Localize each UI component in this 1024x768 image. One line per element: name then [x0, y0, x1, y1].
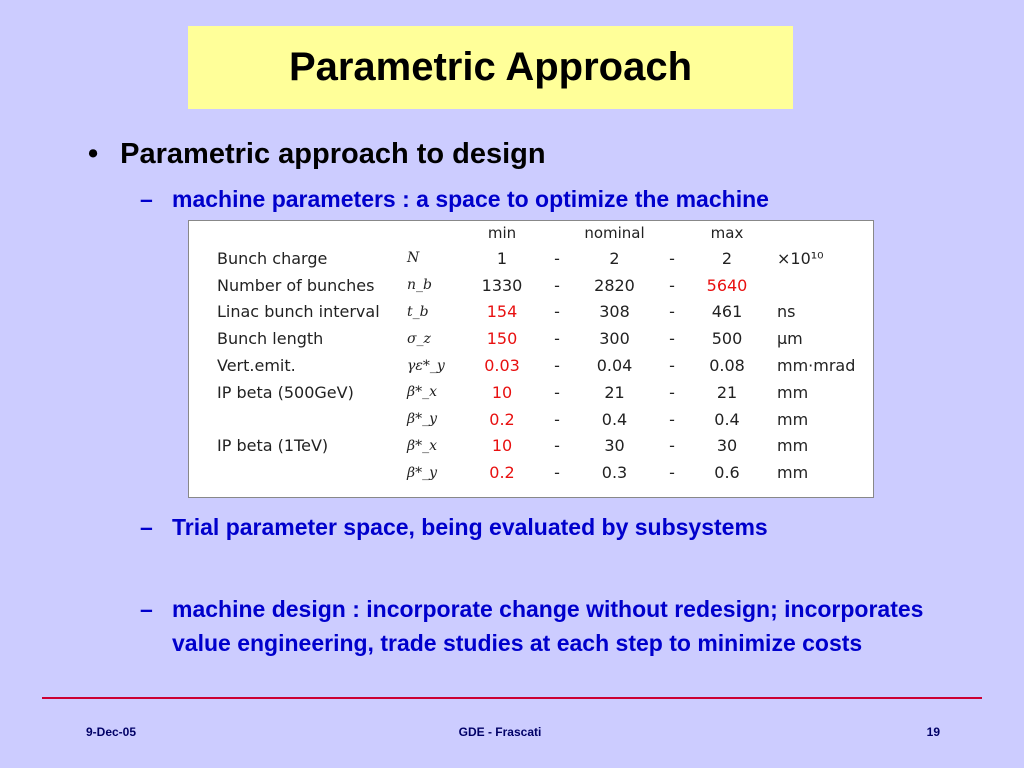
- param-symbol: β*_y: [407, 411, 438, 428]
- range-dash: -: [669, 275, 675, 295]
- range-dash: -: [669, 409, 675, 429]
- range-dash: -: [669, 302, 675, 322]
- subbullet-dash: –: [140, 514, 153, 540]
- table-row: [217, 352, 867, 379]
- param-min: 0.2: [489, 463, 515, 483]
- param-name: IP beta (1TeV): [217, 436, 329, 456]
- param-symbol: β*_x: [407, 437, 437, 454]
- range-dash: -: [554, 436, 560, 456]
- title-box: [188, 26, 793, 109]
- param-min: 0.03: [484, 356, 520, 376]
- param-min: 1: [496, 248, 508, 268]
- param-min: 1330: [481, 275, 523, 295]
- footer-date: 9-Dec-05: [86, 725, 137, 739]
- param-nominal: 0.04: [596, 356, 633, 376]
- range-dash: -: [554, 382, 560, 402]
- param-symbol: γε*_y: [407, 357, 445, 374]
- subbullet-dash: –: [140, 186, 153, 212]
- header-max: max: [710, 224, 744, 242]
- param-min: 10: [491, 382, 513, 402]
- param-symbol: β*_y: [407, 464, 438, 481]
- table-row: [217, 406, 867, 433]
- param-symbol: t_b: [407, 303, 429, 320]
- range-dash: -: [669, 248, 675, 268]
- param-unit: mm: [777, 463, 809, 483]
- range-dash: -: [669, 463, 675, 483]
- range-dash: -: [554, 463, 560, 483]
- param-nominal: 300: [599, 329, 630, 349]
- header-nominal: nominal: [584, 224, 645, 242]
- param-symbol: n_b: [407, 277, 432, 294]
- param-unit: mm: [777, 382, 809, 402]
- range-dash: -: [554, 356, 560, 376]
- param-unit: ×10¹⁰: [777, 248, 824, 268]
- table-row: [217, 272, 867, 299]
- param-name: Vert.emit.: [217, 356, 296, 376]
- param-symbol: σ_z: [407, 330, 431, 347]
- footer-divider: [42, 697, 982, 699]
- range-dash: -: [669, 382, 675, 402]
- bullet-text: Parametric approach to design: [120, 138, 546, 170]
- param-max: 500: [711, 329, 743, 349]
- param-max: 0.08: [709, 356, 745, 376]
- param-nominal: 30: [604, 436, 625, 456]
- subbullet-text: machine design : incorporate change without redesign; incorporates value engineering, trade studies at each step to minimize costs: [172, 596, 924, 656]
- table-row: [217, 325, 867, 352]
- param-name: Bunch charge: [217, 248, 328, 268]
- main-bullet: [88, 138, 546, 171]
- param-symbol: β*_x: [407, 384, 437, 401]
- range-dash: -: [669, 329, 675, 349]
- param-unit: μm: [777, 329, 803, 349]
- param-max: 5640: [706, 275, 748, 295]
- param-name: Bunch length: [217, 329, 324, 349]
- parameter-table: [217, 221, 867, 486]
- param-min: 154: [486, 302, 518, 322]
- param-max: 21: [716, 382, 738, 402]
- table-header-row: [217, 221, 867, 245]
- range-dash: -: [554, 409, 560, 429]
- param-nominal: 2820: [594, 275, 635, 295]
- param-name: [217, 459, 407, 486]
- param-unit: [767, 272, 867, 299]
- table-row: [217, 433, 867, 460]
- param-max: 461: [711, 302, 743, 322]
- param-nominal: 308: [599, 302, 630, 322]
- param-name: Number of bunches: [217, 275, 375, 295]
- range-dash: -: [554, 275, 560, 295]
- param-unit: ns: [777, 302, 796, 322]
- range-dash: -: [669, 436, 675, 456]
- header-min: min: [487, 224, 517, 242]
- param-name: [217, 406, 407, 433]
- table-row: [217, 299, 867, 326]
- parameter-table-panel: [188, 220, 874, 498]
- param-max: 0.6: [714, 463, 740, 483]
- param-min: 0.2: [489, 409, 515, 429]
- param-max: 0.4: [714, 409, 740, 429]
- footer-page-number: 19: [926, 725, 940, 739]
- param-unit: mm: [777, 409, 809, 429]
- subbullet-text: machine parameters : a space to optimize the machine: [172, 186, 769, 212]
- subbullet-3: [140, 592, 932, 660]
- table-row: [217, 459, 867, 486]
- param-min: 10: [491, 436, 513, 456]
- range-dash: -: [669, 356, 675, 376]
- param-nominal: 21: [604, 382, 625, 402]
- param-min: 150: [486, 329, 518, 349]
- table-row: [217, 245, 867, 272]
- param-nominal: 0.4: [601, 409, 628, 429]
- footer-center: GDE - Frascati: [458, 725, 542, 739]
- param-max: 30: [716, 436, 738, 456]
- subbullet-2: [140, 510, 942, 544]
- param-name: Linac bunch interval: [217, 302, 380, 322]
- range-dash: -: [554, 248, 560, 268]
- range-dash: -: [554, 302, 560, 322]
- range-dash: -: [554, 329, 560, 349]
- table-row: [217, 379, 867, 406]
- subbullet-text: Trial parameter space, being evaluated by subsystems: [172, 514, 768, 540]
- subbullet-1: [140, 182, 942, 216]
- param-name: IP beta (500GeV): [217, 382, 354, 402]
- param-nominal: 2: [609, 248, 620, 268]
- param-max: 2: [721, 248, 733, 268]
- param-symbol: N: [407, 250, 420, 267]
- slide-title: Parametric Approach: [288, 45, 693, 89]
- subbullet-dash: –: [140, 596, 153, 622]
- param-unit: mm·mrad: [777, 356, 856, 376]
- param-nominal: 0.3: [601, 463, 628, 483]
- bullet-marker: •: [88, 138, 99, 170]
- param-unit: mm: [777, 436, 809, 456]
